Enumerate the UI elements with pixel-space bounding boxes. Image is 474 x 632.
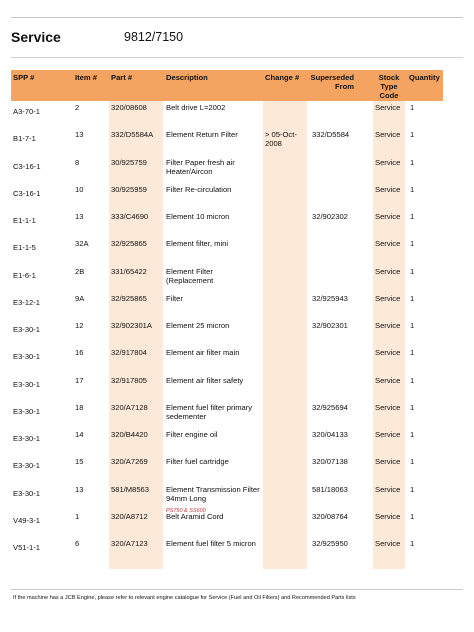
cell-quantity: 1: [410, 130, 415, 140]
cell-description: Element Transmission Filter 94mm Long: [166, 484, 260, 503]
cell-description: Element filter, mini: [166, 239, 229, 249]
cell-description: Filter Re-circulation: [166, 184, 232, 194]
cell-stock-type: Service: [375, 430, 401, 439]
cell-stock-type: Service: [375, 348, 401, 358]
cell-stock-type: Service: [375, 375, 401, 385]
cell-description: Filter Paper fresh air Heater/Aircon: [166, 157, 235, 176]
cell-superseded: 32/925943: [312, 293, 348, 303]
cell-superseded: 320/07138: [312, 457, 348, 467]
cell-quantity: 1: [410, 212, 415, 221]
cell-part: 320/B4420: [111, 430, 148, 439]
cell-description: Filter engine oil: [166, 430, 218, 439]
cell-item: 6: [75, 539, 80, 548]
cell-superseded: 320/04133: [312, 430, 348, 439]
cell-quantity: 1: [410, 402, 415, 412]
cell-stock-type: Service: [375, 484, 401, 494]
cell-description: Element air filter safety: [166, 375, 244, 385]
cell-spp: E3-30-1: [13, 434, 41, 443]
table-row: [0, 267, 474, 294]
header-item: Item #: [75, 73, 97, 82]
header-change: Change #: [265, 73, 300, 82]
table-row: [0, 430, 474, 457]
cell-part: 32/917805: [111, 375, 147, 385]
cell-superseded: 332/D5584: [312, 130, 350, 140]
cell-spp: E1-1-5: [13, 243, 36, 253]
cell-item: 2B: [75, 266, 85, 276]
footer-divider: [11, 589, 463, 590]
cell-spp: E3-30-1: [13, 352, 41, 362]
cell-spp: E3-12-1: [13, 297, 41, 307]
cell-quantity: 1: [410, 539, 415, 548]
cell-stock-type: Service: [375, 321, 401, 330]
footer-note: If the machine has a JCB Engine, please refer to relevant engine catalogue for Service (Fuel and Oil Filters) and Recommended Parts lists: [13, 595, 356, 601]
cell-item: 17: [75, 375, 84, 385]
cell-spp: A3-70-1: [13, 107, 41, 116]
cell-spp: E3-30-1: [13, 325, 41, 334]
cell-quantity: 1: [410, 457, 415, 467]
cell-description: Belt drive L=2002: [166, 103, 226, 112]
cell-part: 332/D5584A: [111, 130, 154, 140]
table-row: [0, 512, 474, 539]
header-spp: SPP #: [13, 73, 35, 82]
cell-stock-type: Service: [375, 539, 401, 548]
cell-part: 331/65422: [111, 266, 147, 276]
cell-spp: E3-30-1: [13, 488, 41, 498]
cell-description: Belt Aramid Cord: [166, 511, 224, 521]
cell-stock-type: Service: [375, 402, 401, 412]
table-row: [0, 239, 474, 266]
cell-item: 18: [75, 402, 84, 412]
cell-description: Element Return Filter: [166, 130, 238, 140]
cell-item: 15: [75, 457, 84, 467]
cell-quantity: 1: [410, 511, 415, 521]
cell-spp: E1-6-1: [13, 270, 36, 280]
cell-spp: C3-16-1: [13, 188, 41, 198]
cell-stock-type: Service: [375, 157, 401, 167]
cell-stock-type: Service: [375, 130, 401, 140]
table-row: [0, 294, 474, 321]
cell-item: 32A: [75, 239, 89, 249]
cell-item: 13: [75, 130, 84, 140]
table-row: [0, 103, 474, 130]
cell-stock-type: Service: [375, 212, 401, 221]
header-part: Part #: [111, 73, 133, 82]
cell-description: Element fuel filter 5 micron: [166, 539, 256, 548]
cell-item: 16: [75, 348, 84, 358]
cell-part: 32/902301A: [111, 321, 152, 330]
cell-spp: V49-3-1: [13, 515, 41, 525]
cell-part: 320/A7269: [111, 457, 148, 467]
cell-stock-type: Service: [375, 266, 401, 276]
cell-item: 1: [75, 511, 80, 521]
cell-item: 9A: [75, 293, 85, 303]
cell-part: 32/917804: [111, 348, 147, 358]
cell-part: 320/A8712: [111, 511, 148, 521]
cell-stock-type: Service: [375, 293, 401, 303]
cell-item: 13: [75, 212, 84, 221]
cell-part: 32/925865: [111, 239, 147, 249]
cell-superseded: 581/18063: [312, 484, 348, 494]
cell-quantity: 1: [410, 293, 415, 303]
cell-quantity: 1: [410, 430, 415, 439]
table-row: [0, 457, 474, 484]
cell-superseded: 32/902302: [312, 212, 348, 221]
table-row: [0, 485, 474, 512]
header-quantity: Quantity: [409, 73, 440, 82]
cell-spp: E3-30-1: [13, 461, 41, 471]
cell-change: > 05-Oct-2008: [265, 130, 297, 149]
document-number: 9812/7150: [124, 30, 184, 44]
cell-item: 2: [75, 103, 80, 112]
header-stock-type: Stock Type Code: [378, 73, 400, 100]
cell-description: Element air filter main: [166, 348, 240, 358]
cell-quantity: 1: [410, 184, 415, 194]
cell-spp: E1-1-1: [13, 216, 36, 225]
table-row: [0, 130, 474, 157]
cell-stock-type: Service: [375, 511, 401, 521]
cell-part: 320/A7128: [111, 402, 148, 412]
cell-part: 333/C4690: [111, 212, 149, 221]
cell-superseded: 32/925950: [312, 539, 348, 548]
cell-superseded: 320/08764: [312, 511, 348, 521]
cell-description: Element Filter (Replacement: [166, 266, 214, 285]
header-superseded: Superseded From: [310, 73, 354, 91]
cell-stock-type: Service: [375, 103, 401, 112]
cell-stock-type: Service: [375, 457, 401, 467]
table-row: [0, 212, 474, 239]
table-row: [0, 403, 474, 430]
cell-stock-type: Service: [375, 184, 401, 194]
cell-quantity: 1: [410, 484, 415, 494]
cell-spp: V51-1-1: [13, 543, 41, 552]
table-row: [0, 376, 474, 403]
table-row: [0, 185, 474, 212]
cell-part: 32/925865: [111, 293, 147, 303]
cell-spp: E3-30-1: [13, 406, 41, 416]
cell-item: 12: [75, 321, 84, 330]
cell-spp: C3-16-1: [13, 161, 41, 171]
cell-quantity: 1: [410, 348, 415, 358]
cell-description: Element 10 micron: [166, 212, 230, 221]
page-title: Service: [11, 29, 61, 45]
cell-quantity: 1: [410, 375, 415, 385]
top-divider: [11, 17, 463, 18]
cell-part: 581/M8563: [111, 484, 149, 494]
cell-quantity: 1: [410, 321, 415, 330]
cell-superseded: 32/925694: [312, 402, 348, 412]
cell-part: 30/925759: [111, 157, 147, 167]
cell-superseded: 32/902301: [312, 321, 348, 330]
cell-quantity: 1: [410, 239, 415, 249]
cell-description: Element 25 micron: [166, 321, 230, 330]
cell-item: 8: [75, 157, 80, 167]
cell-spp: B1-7-1: [13, 134, 36, 144]
cell-description: Element fuel filter primary sedementer: [166, 402, 253, 421]
cell-item: 13: [75, 484, 84, 494]
cell-part: 30/925959: [111, 184, 147, 194]
cell-stock-type: Service: [375, 239, 401, 249]
cell-description: Filter fuel cartridge: [166, 457, 229, 467]
table-row: [0, 158, 474, 185]
cell-item: 10: [75, 184, 84, 194]
cell-part: 320/08608: [111, 103, 147, 112]
cell-quantity: 1: [410, 103, 415, 112]
table-row: [0, 539, 474, 566]
cell-quantity: 1: [410, 266, 415, 276]
header-divider: [11, 57, 463, 58]
header-description: Description: [166, 73, 208, 82]
cell-part: 320/A7123: [111, 539, 148, 548]
cell-item: 14: [75, 430, 84, 439]
cell-quantity: 1: [410, 157, 415, 167]
cell-spp: E3-30-1: [13, 379, 41, 389]
cell-note: PS750 & SS600: [166, 507, 206, 514]
cell-description: Filter: [166, 293, 183, 303]
table-row: [0, 348, 474, 375]
table-row: [0, 321, 474, 348]
